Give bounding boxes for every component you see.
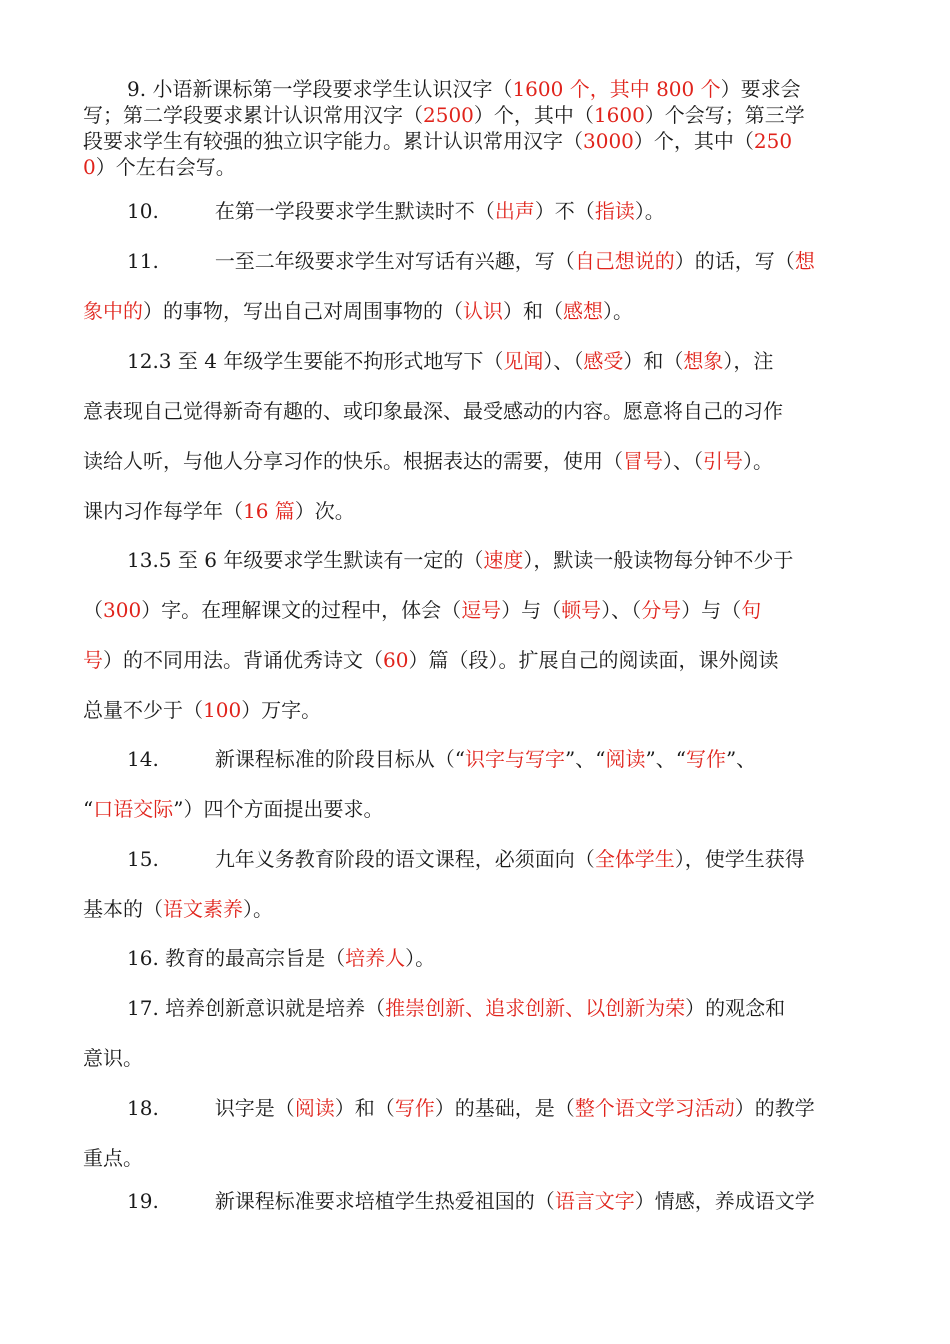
question-text: ”、“: [645, 747, 686, 771]
question-text: （: [83, 598, 103, 622]
text-line: [83, 1176, 873, 1226]
text-line: [83, 154, 873, 180]
question-text: 意识。: [83, 1046, 143, 1070]
text-line: [83, 685, 873, 735]
answer-text: 分号: [641, 598, 682, 622]
question-text: ）字。在理解课文的过程中，体会（: [141, 598, 462, 622]
question-text: 17. 培养创新意识就是培养（: [127, 996, 386, 1020]
question-text: ），使学生获得: [674, 847, 805, 871]
answer-text: 1600: [593, 103, 645, 127]
question-text: ）。: [743, 449, 773, 473]
question-text: 11.: [127, 249, 159, 273]
question-text: 意表现自己觉得新奇有趣的、或印象最深、最受感动的内容。愿意将自己的习作: [83, 399, 783, 423]
question-text: 13.5 至 6 年级要求学生默读有一定的（: [127, 548, 484, 572]
question-text: 重点。: [83, 1146, 143, 1170]
question-text: ）与（: [681, 598, 742, 622]
question-text: 写；第二学段要求累计认识常用汉字（: [83, 103, 423, 127]
question-text: ）的基础，是（: [434, 1096, 575, 1120]
question-text: 9. 小语新课标第一学段要求学生认识汉字（: [127, 77, 513, 101]
question-text: ”、: [725, 747, 757, 771]
question-text: ）。: [634, 199, 665, 223]
answer-text: 出声: [494, 199, 535, 223]
question-text: 段要求学生有较强的独立识字能力。累计认识常用汉字（: [83, 129, 583, 153]
answer-text: 3000: [583, 129, 634, 153]
question-text: ）次。: [294, 499, 355, 523]
text-line: [83, 585, 873, 635]
answer-text: 顿号: [561, 598, 602, 622]
answer-text: 2500: [423, 103, 474, 127]
answer-text: 16 篇: [243, 499, 295, 523]
item-13: [83, 535, 873, 735]
question-text: 15.: [127, 847, 159, 871]
question-text: ）。: [603, 299, 633, 323]
text-line: [83, 128, 873, 154]
item-11: [83, 236, 873, 336]
answer-text: 写作: [685, 747, 726, 771]
answer-text: 1600 个，其中 800 个: [512, 77, 721, 101]
answer-text: 语文素养: [163, 897, 243, 921]
question-text: 18.: [127, 1096, 159, 1120]
question-text: ）。: [243, 897, 273, 921]
text-line: [83, 1033, 873, 1083]
question-text: 在第一学段要求学生默读时不（: [214, 199, 495, 223]
answer-text: 100: [203, 698, 242, 722]
item-17: [83, 983, 873, 1083]
text-line: [83, 186, 873, 236]
question-text: ”）四个方面提出要求。: [173, 797, 384, 821]
question-text: ）的教学: [734, 1096, 815, 1120]
question-text: 14.: [127, 747, 159, 771]
question-text: ）与（: [501, 598, 562, 622]
text-line: [83, 834, 873, 884]
question-text: 16. 教育的最高宗旨是（: [127, 946, 346, 970]
question-text: ）的话，写（: [674, 249, 795, 273]
answer-text: 引号: [703, 449, 743, 473]
answer-text: 自己想说的: [574, 249, 675, 273]
text-line: [83, 236, 873, 286]
text-line: [83, 933, 873, 983]
answer-text: 冒号: [623, 449, 663, 473]
question-text: ）个，其中（: [473, 103, 594, 127]
question-text: ）、（: [543, 349, 584, 373]
answer-text: 全体学生: [594, 847, 675, 871]
question-text: 九年义务教育阶段的语文课程，必须面向（: [214, 847, 595, 871]
question-text: 总量不少于（: [83, 698, 203, 722]
question-text: 新课程标准要求培植学生热爱祖国的（: [214, 1189, 555, 1213]
item-16: [83, 933, 873, 983]
answer-text: 逗号: [461, 598, 502, 622]
question-text: ）的事物，写出自己对周围事物的（: [143, 299, 463, 323]
answer-text: 感受: [583, 349, 624, 373]
text-line: [83, 784, 873, 834]
question-text: 一至二年级要求学生对写话有兴趣，写（: [214, 249, 575, 273]
question-text: ）。: [405, 946, 436, 970]
answer-text: 口语交际: [93, 797, 174, 821]
answer-text: 号: [83, 648, 103, 672]
answer-text: 语言文字: [554, 1189, 635, 1213]
answer-text: 见闻: [503, 349, 544, 373]
answer-text: 写作: [394, 1096, 435, 1120]
question-text: ），默读一般读物每分钟不少于: [523, 548, 794, 572]
answer-text: 整个语文学习活动: [574, 1096, 735, 1120]
question-text: 12.3 至 4 年级学生要能不拘形式地写下（: [127, 349, 504, 373]
question-text: ）、（: [663, 449, 703, 473]
answer-text: 0: [83, 155, 96, 179]
question-text: ）和（: [623, 349, 684, 373]
question-text: ）个左右会写。: [95, 155, 236, 179]
item-18: [83, 1083, 873, 1183]
answer-text: 250: [753, 129, 793, 153]
text-line: [83, 336, 873, 386]
text-line: [83, 983, 873, 1033]
answer-text: 识字与写字: [465, 747, 566, 771]
answer-text: 推崇创新、追求创新、以创新为荣: [385, 996, 686, 1020]
item-14: [83, 734, 873, 834]
text-line: [83, 535, 873, 585]
question-text: 19.: [127, 1189, 159, 1213]
answer-text: 感想: [563, 299, 603, 323]
question-text: ）个，其中（: [633, 129, 754, 153]
item-9: [83, 76, 873, 180]
question-text: 新课程标准的阶段目标从（“: [214, 747, 466, 771]
question-text: ）和（: [503, 299, 563, 323]
text-line: [83, 102, 873, 128]
item-15: [83, 834, 873, 934]
question-text: ）不（: [534, 199, 595, 223]
question-text: “: [83, 797, 94, 821]
answer-text: 象中的: [83, 299, 143, 323]
answer-text: 想: [794, 249, 815, 273]
question-text: 课内习作每学年（: [83, 499, 243, 523]
text-line: [83, 386, 873, 436]
answer-text: 指读: [594, 199, 635, 223]
text-line: [83, 76, 873, 102]
text-line: [83, 286, 873, 336]
question-text: ）个会写；第三学: [644, 103, 805, 127]
question-text: ），注: [723, 349, 774, 373]
question-text: ）和（: [334, 1096, 395, 1120]
answer-text: 速度: [483, 548, 524, 572]
question-text: ）万字。: [241, 698, 322, 722]
item-12: [83, 336, 873, 536]
answer-text: 培养人: [345, 946, 406, 970]
question-text: ）的不同用法。背诵优秀诗文（: [103, 648, 383, 672]
answer-text: 阅读: [294, 1096, 335, 1120]
answer-text: 句: [741, 598, 762, 622]
answer-text: 想象: [683, 349, 724, 373]
text-line: [83, 486, 873, 536]
question-text: 基本的（: [83, 897, 163, 921]
text-line: [83, 1083, 873, 1133]
answer-text: 300: [103, 598, 142, 622]
question-text: ）、（: [601, 598, 642, 622]
question-text: ）情感，养成语文学: [634, 1189, 815, 1213]
item-10: [83, 186, 873, 236]
question-text: 识字是（: [214, 1096, 295, 1120]
question-text: 10.: [127, 199, 159, 223]
text-line: [83, 635, 873, 685]
answer-text: 认识: [463, 299, 503, 323]
item-19: [83, 1176, 873, 1226]
text-line: [83, 436, 873, 486]
answer-text: 60: [383, 648, 409, 672]
question-text: ）要求会: [720, 77, 801, 101]
question-text: ）的观念和: [685, 996, 786, 1020]
question-text: 读给人听，与他人分享习作的快乐。根据表达的需要，使用（: [83, 449, 623, 473]
text-line: [83, 884, 873, 934]
question-text: ”、“: [565, 747, 606, 771]
question-text: ）篇（段）。扩展自己的阅读面，课外阅读: [408, 648, 779, 672]
answer-text: 阅读: [605, 747, 646, 771]
text-line: [83, 734, 873, 784]
